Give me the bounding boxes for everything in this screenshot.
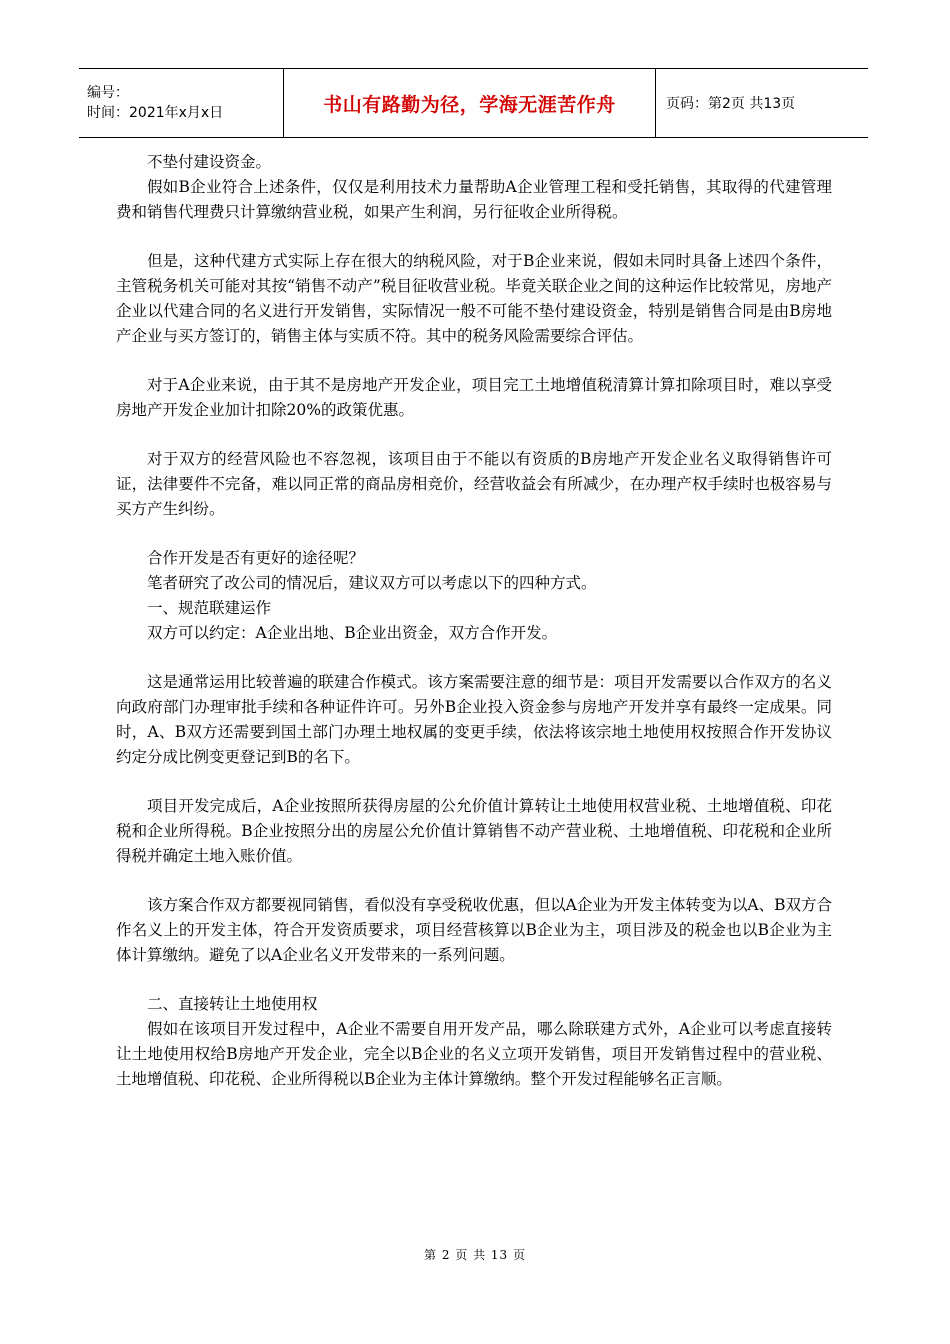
paragraph-gap (116, 225, 832, 249)
paragraph-gap (116, 770, 832, 794)
paragraph: 一、规范联建运作 (147, 599, 272, 617)
page-header (79, 68, 868, 138)
document-body (116, 150, 832, 1092)
paragraph: 对于双方的经营风险也不容忽视，该项目由于不能以有资质的B房地产开发企业名义取得销售许可证，法律要件不完备，难以同正常的商品房相竞价，经营收益会有所减少，在办理产权手续时也极容易与买方产生纠纷。 (116, 450, 832, 518)
paragraph: 假如在该项目开发过程中，A企业不需要自用开发产品，哪么除联建方式外，A企业可以考虑直接转让土地使用权给B房地产开发企业，完全以B企业的名义立项开发销售，项目开发销售过程中的营业税、土地增值税、印花税、企业所得税以B企业为主体计算缴纳。整个开发过程能够名正言顺。 (116, 1020, 832, 1088)
header-motto: 书山有路勤为径，学海无涯苦作舟 (284, 69, 656, 137)
page-footer: 第 2 页 共 13 页 (424, 1248, 526, 1262)
paragraph-gap (116, 522, 832, 546)
paragraph: 笔者研究了改公司的情况后，建议双方可以考虑以下的四种方式。 (147, 574, 597, 592)
header-meta (79, 69, 284, 137)
paragraph-gap (116, 968, 832, 992)
document-number: 编号： (87, 85, 129, 101)
paragraph: 这是通常运用比较普遍的联建合作模式。该方案需要注意的细节是：项目开发需要以合作双方的名义向政府部门办理审批手续和各种证件许可。另外B企业投入资金参与房地产开发并享有最终一定成果。同时，A、B双方还需要到国土部门办理土地权属的变更手续，依法将该宗地土地使用权按照合作开发协议约定分成比例变更登记到B的名下。 (116, 673, 832, 766)
paragraph: 合作开发是否有更好的途径呢？ (147, 549, 365, 567)
header-page-number: 页码：第2页 共13页 (666, 96, 796, 112)
paragraph: 但是，这种代建方式实际上存在很大的纳税风险，对于B企业来说，假如未同时具备上述四个条件，主管税务机关可能对其按“销售不动产”税目征收营业税。毕竟关联企业之间的这种运作比较常见，房地产企业以代建合同的名义进行开发销售，实际情况一般不可能不垫付建设资金，特别是销售合同是由B房地产企业与买方签订的，销售主体与实质不符。其中的税务风险需要综合评估。 (116, 252, 832, 345)
paragraph-gap (116, 349, 832, 373)
paragraph-gap (116, 869, 832, 893)
paragraph-gap (116, 646, 832, 670)
paragraph: 不垫付建设资金。 (147, 153, 272, 171)
paragraph: 对于A企业来说，由于其不是房地产开发企业，项目完工土地增值税清算计算扣除项目时，难以享受房地产开发企业加计扣除20%的政策优惠。 (116, 376, 832, 419)
paragraph: 该方案合作双方都要视同销售，看似没有享受税收优惠，但以A企业为开发主体转变为以A、B双方合作名义上的开发主体，符合开发资质要求，项目经营核算以B企业为主，项目涉及的税金也以B企业为主体计算缴纳。避免了以A企业名义开发带来的一系列问题。 (116, 896, 832, 964)
paragraph: 二、直接转让土地使用权 (147, 995, 318, 1013)
paragraph-gap (116, 423, 832, 447)
paragraph: 双方可以约定：A企业出地、B企业出资金，双方合作开发。 (147, 624, 558, 642)
document-date: 时间：2021年x月x日 (87, 105, 224, 121)
paragraph: 假如B企业符合上述条件，仅仅是利用技术力量帮助A企业管理工程和受托销售，其取得的代建管理费和销售代理费只计算缴纳营业税，如果产生利润，另行征收企业所得税。 (116, 178, 832, 221)
paragraph: 项目开发完成后，A企业按照所获得房屋的公允价值计算转让土地使用权营业税、土地增值税、印花税和企业所得税。B企业按照分出的房屋公允价值计算销售不动产营业税、土地增值税、印花税和企业所得税并确定土地入账价值。 (116, 797, 832, 865)
